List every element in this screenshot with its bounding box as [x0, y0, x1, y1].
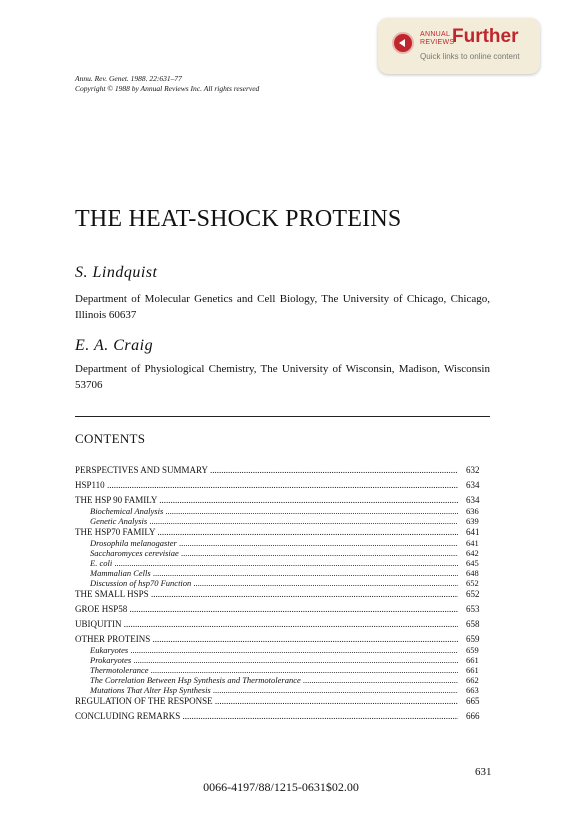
banner-annual-reviews: ANNUAL REVIEWS — [420, 31, 455, 46]
toc-subentry[interactable]: Mutations That Alter Hsp Synthesis ..... 663 — [75, 685, 492, 695]
toc-entry[interactable]: THE HSP70 FAMILY ..... 641 — [75, 526, 492, 538]
section-divider — [75, 416, 490, 417]
toc-subentry[interactable]: Saccharomyces cerevisiae ..... 642 — [75, 548, 492, 558]
toc-subentry[interactable]: Drosophila melanogaster ..... 641 — [75, 538, 492, 548]
author-affiliation: Department of Molecular Genetics and Cell Biology, The University of Chicago, Chicago, Illinois 60637 — [75, 293, 490, 321]
page-number: 631 — [475, 766, 492, 778]
article-title: THE HEAT-SHOCK PROTEINS — [75, 206, 402, 232]
footer-code: 0066-4197/88/1215-0631$02.00 — [203, 780, 359, 794]
toc-entry[interactable]: OTHER PROTEINS ..... 659 — [75, 633, 492, 645]
toc-subentry[interactable]: Thermotolerance ..... 661 — [75, 665, 492, 675]
author-name: E. A. Craig — [75, 337, 154, 354]
toc-entry[interactable]: THE HSP 90 FAMILY ..... 634 — [75, 494, 492, 506]
toc-entry[interactable]: PERSPECTIVES AND SUMMARY ..... 632 — [75, 464, 492, 476]
toc-subentry[interactable]: The Correlation Between Hsp Synthesis and Thermotolerance ..... 662 — [75, 675, 492, 685]
annual-reviews-further-banner[interactable] — [378, 18, 540, 74]
banner-further-label: Further — [452, 26, 519, 47]
toc-subentry[interactable]: E. coli ..... 645 — [75, 558, 492, 568]
toc-entry[interactable]: THE SMALL HSPS ..... 652 — [75, 588, 492, 600]
toc-entry[interactable]: UBIQUITIN ..... 658 — [75, 618, 492, 630]
toc-subentry[interactable]: Biochemical Analysis ..... 636 — [75, 506, 492, 516]
banner-quick-links: Quick links to online content — [420, 52, 520, 61]
author-name: S. Lindquist — [75, 264, 158, 281]
toc-entry[interactable]: HSP110 ..... 634 — [75, 479, 492, 491]
play-icon — [392, 32, 414, 54]
table-of-contents — [75, 464, 492, 722]
toc-entry[interactable]: REGULATION OF THE RESPONSE ..... 665 — [75, 695, 492, 707]
author-affiliation: Department of Physiological Chemistry, The University of Wisconsin, Madison, Wisconsin 53706 — [75, 363, 490, 391]
contents-heading: CONTENTS — [75, 431, 146, 446]
toc-subentry[interactable]: Prokaryotes ..... 661 — [75, 655, 492, 665]
journal-citation: Annu. Rev. Genet. 1988. 22:631–77 Copyright © 1988 by Annual Reviews Inc. All rights reserved — [75, 74, 260, 93]
toc-subentry[interactable]: Mammalian Cells ..... 648 — [75, 568, 492, 578]
toc-subentry[interactable]: Eukaryotes ..... 659 — [75, 645, 492, 655]
toc-subentry[interactable]: Genetic Analysis ..... 639 — [75, 516, 492, 526]
toc-entry[interactable]: CONCLUDING REMARKS ..... 666 — [75, 710, 492, 722]
toc-entry[interactable]: GROE HSP58 ..... 653 — [75, 603, 492, 615]
toc-subentry[interactable]: Discussion of hsp70 Function ..... 652 — [75, 578, 492, 588]
